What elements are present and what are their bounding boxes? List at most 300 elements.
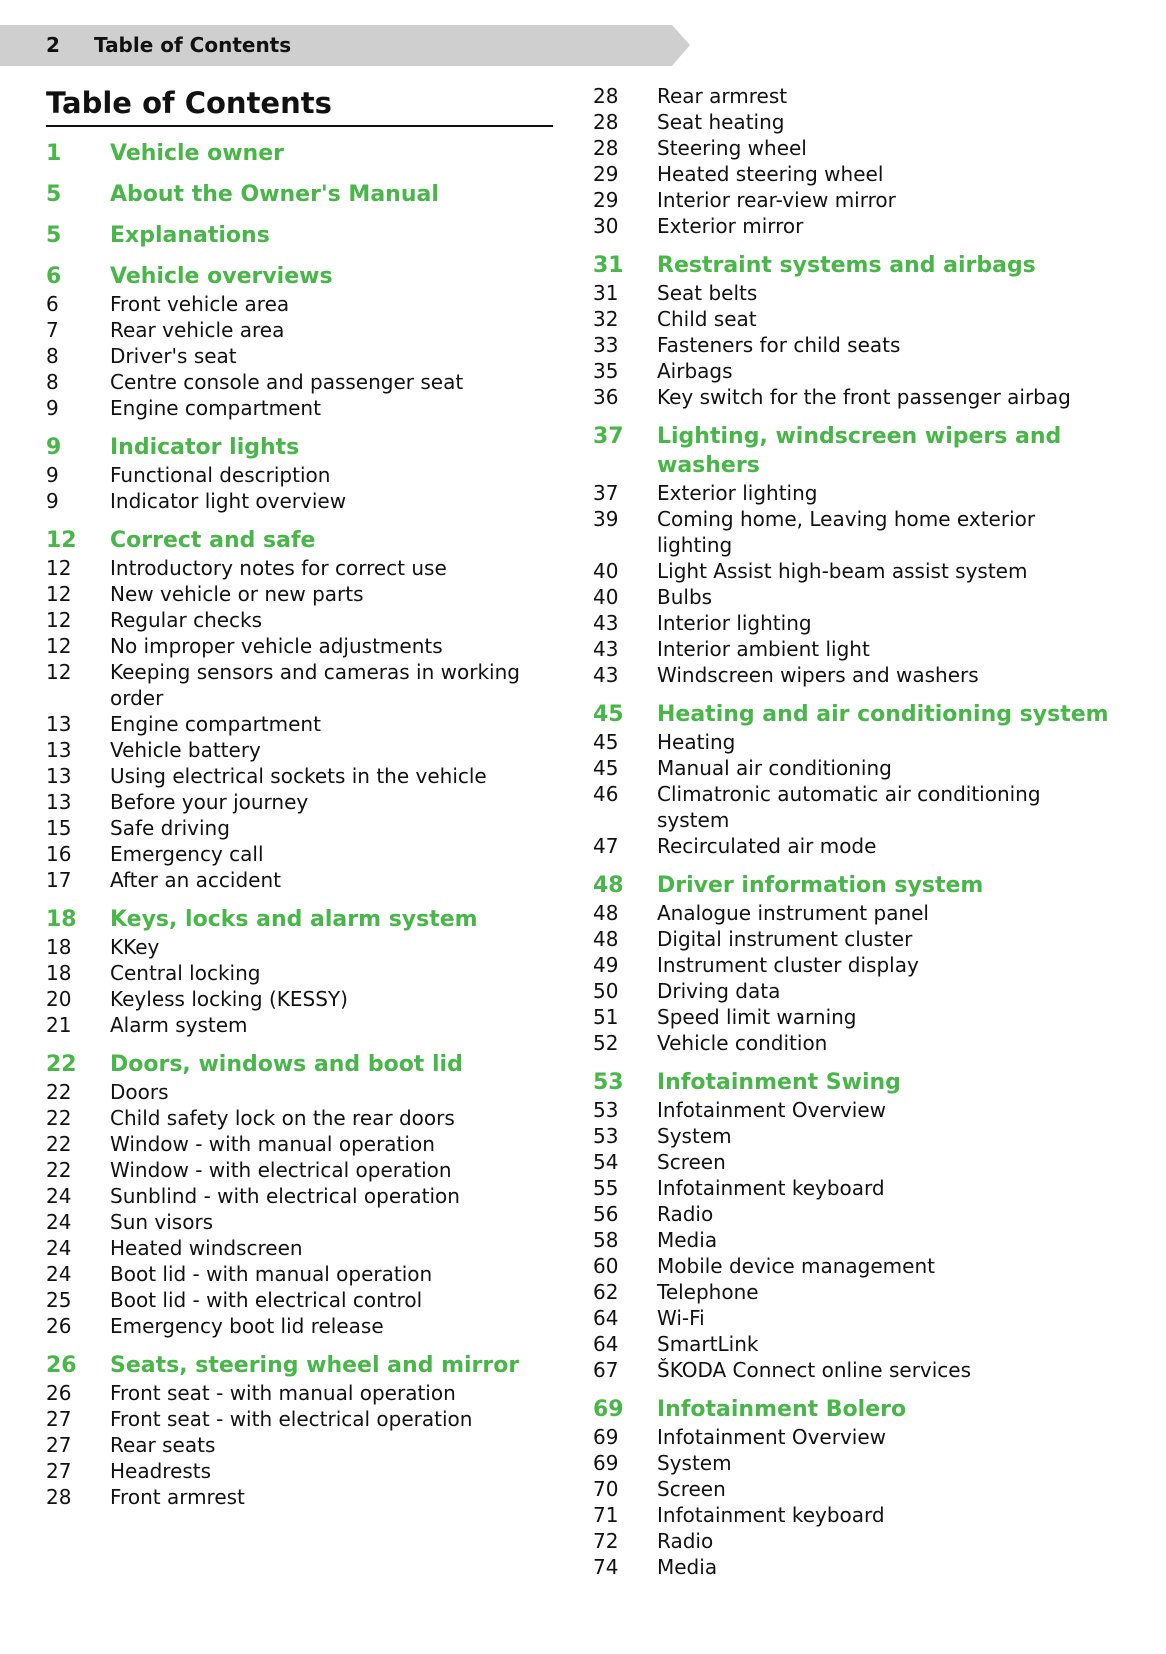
section-page-number: 5	[46, 223, 62, 248]
toc-entry[interactable]	[593, 1279, 1113, 1305]
toc-section	[46, 221, 566, 250]
toc-entry[interactable]	[46, 1131, 566, 1157]
toc-entry[interactable]	[46, 711, 566, 737]
entry-title: Emergency boot lid release	[110, 1314, 384, 1338]
entry-title: Recirculated air mode	[657, 834, 877, 858]
toc-entry[interactable]	[46, 986, 566, 1012]
toc-entry[interactable]	[46, 1183, 566, 1209]
entry-title: Analogue instrument panel	[657, 901, 929, 925]
entry-page-number: 27	[46, 1459, 72, 1483]
entry-page-number: 53	[593, 1098, 619, 1122]
toc-entry[interactable]	[46, 607, 566, 633]
section-title: Driver information system	[657, 873, 984, 898]
toc-entry[interactable]	[593, 1227, 1113, 1253]
entry-page-number: 45	[593, 730, 619, 754]
toc-entry[interactable]	[46, 633, 566, 659]
entry-page-number: 22	[46, 1106, 72, 1130]
toc-entry[interactable]	[46, 395, 566, 421]
running-header-title: Table of Contents	[94, 33, 292, 57]
toc-entry[interactable]	[46, 763, 566, 789]
toc-entry[interactable]	[593, 952, 1113, 978]
entry-page-number: 18	[46, 961, 72, 985]
entry-page-number: 69	[593, 1425, 619, 1449]
entry-title: Emergency call	[110, 842, 264, 866]
entry-title: Functional description	[110, 463, 331, 487]
entry-page-number: 22	[46, 1158, 72, 1182]
entry-title: Steering wheel	[657, 136, 807, 160]
toc-entry[interactable]	[46, 1287, 566, 1313]
toc-entry[interactable]	[46, 462, 566, 488]
toc-section	[46, 526, 566, 893]
toc-section	[46, 905, 566, 1038]
toc-entry[interactable]	[593, 1450, 1113, 1476]
entry-page-number: 60	[593, 1254, 619, 1278]
entry-page-number: 45	[593, 756, 619, 780]
toc-left-column	[46, 139, 566, 1522]
toc-entry[interactable]	[593, 83, 1113, 109]
toc-entry[interactable]	[593, 109, 1113, 135]
toc-section-heading[interactable]	[46, 221, 566, 250]
entry-title: Safe driving	[110, 816, 230, 840]
section-page-number: 69	[593, 1397, 624, 1422]
entry-title: Infotainment keyboard	[657, 1503, 885, 1527]
toc-section-heading[interactable]	[46, 180, 566, 209]
toc-entry[interactable]	[593, 213, 1113, 239]
section-page-number: 6	[46, 264, 62, 289]
toc-entry[interactable]	[46, 1313, 566, 1339]
entry-page-number: 43	[593, 637, 619, 661]
section-title: Vehicle overviews	[110, 264, 333, 289]
toc-section-heading[interactable]	[46, 1351, 566, 1380]
toc-entry[interactable]	[593, 358, 1113, 384]
entry-page-number: 9	[46, 489, 59, 513]
entry-title: System	[657, 1124, 732, 1148]
toc-entry[interactable]	[593, 1305, 1113, 1331]
section-title: Infotainment Bolero	[657, 1397, 907, 1422]
section-page-number: 45	[593, 702, 624, 727]
section-title: Lighting, windscreen wipers and washers	[657, 424, 1062, 478]
toc-entry[interactable]	[46, 343, 566, 369]
toc-entry[interactable]	[593, 584, 1113, 610]
entry-title: Keyless locking (KESSY)	[110, 987, 348, 1011]
toc-entry[interactable]	[46, 1012, 566, 1038]
entry-title: Key switch for the front passenger airbag	[657, 385, 1071, 409]
toc-entry[interactable]	[593, 161, 1113, 187]
entry-title: Infotainment keyboard	[657, 1176, 885, 1200]
entry-title: Infotainment Overview	[657, 1425, 887, 1449]
section-page-number: 12	[46, 528, 77, 553]
section-page-number: 22	[46, 1052, 77, 1077]
entry-page-number: 48	[593, 901, 619, 925]
toc-entry[interactable]	[46, 1261, 566, 1287]
toc-entry[interactable]	[46, 555, 566, 581]
toc-section-heading[interactable]	[593, 700, 1113, 729]
toc-entry[interactable]	[593, 1331, 1113, 1357]
toc-entry[interactable]	[46, 581, 566, 607]
toc-entry[interactable]	[46, 934, 566, 960]
entry-title: No improper vehicle adjustments	[110, 634, 443, 658]
entry-title: Window - with electrical operation	[110, 1158, 452, 1182]
toc-section	[46, 433, 566, 514]
entry-page-number: 13	[46, 790, 72, 814]
toc-section	[593, 251, 1113, 410]
toc-entry[interactable]	[46, 1157, 566, 1183]
entry-page-number: 52	[593, 1031, 619, 1055]
entry-page-number: 40	[593, 559, 619, 583]
entry-page-number: 22	[46, 1132, 72, 1156]
entry-page-number: 55	[593, 1176, 619, 1200]
entry-title: System	[657, 1451, 732, 1475]
entry-title: Screen	[657, 1477, 726, 1501]
toc-entry[interactable]	[593, 306, 1113, 332]
toc-entry[interactable]	[593, 833, 1113, 859]
entry-page-number: 56	[593, 1202, 619, 1226]
entry-title: Bulbs	[657, 585, 713, 609]
entry-title: Instrument cluster display	[657, 953, 919, 977]
toc-entry[interactable]	[46, 737, 566, 763]
toc-section-heading[interactable]	[593, 871, 1113, 900]
entry-page-number: 29	[593, 162, 619, 186]
entry-page-number: 12	[46, 608, 72, 632]
toc-entry[interactable]	[46, 841, 566, 867]
entry-title: Airbags	[657, 359, 733, 383]
toc-entry[interactable]	[46, 1105, 566, 1131]
entry-page-number: 29	[593, 188, 619, 212]
section-page-number: 37	[593, 424, 624, 449]
section-title: Heating and air conditioning system	[657, 702, 1109, 727]
toc-entry[interactable]	[593, 332, 1113, 358]
toc-entry[interactable]	[46, 488, 566, 514]
entry-title: Wi-Fi	[657, 1306, 705, 1330]
entry-page-number: 71	[593, 1503, 619, 1527]
entry-title: New vehicle or new parts	[110, 582, 364, 606]
entry-title: Interior rear-view mirror	[657, 188, 896, 212]
entry-page-number: 74	[593, 1555, 619, 1579]
entry-title: Seat heating	[657, 110, 785, 134]
toc-section	[593, 1395, 1113, 1580]
toc-entry[interactable]	[593, 636, 1113, 662]
toc-entry[interactable]	[593, 1253, 1113, 1279]
toc-entry[interactable]	[593, 1004, 1113, 1030]
entry-title: Exterior lighting	[657, 481, 818, 505]
entry-page-number: 26	[46, 1381, 72, 1405]
section-title: Correct and safe	[110, 528, 316, 553]
entry-page-number: 30	[593, 214, 619, 238]
entry-title: Seat belts	[657, 281, 758, 305]
entry-page-number: 24	[46, 1236, 72, 1260]
entry-title: Digital instrument cluster	[657, 927, 913, 951]
entry-title: Radio	[657, 1529, 714, 1553]
entry-page-number: 35	[593, 359, 619, 383]
toc-entry[interactable]	[46, 1484, 566, 1510]
toc-section	[593, 422, 1113, 688]
toc-entry[interactable]	[593, 610, 1113, 636]
section-page-number: 1	[46, 141, 62, 166]
toc-section	[46, 1351, 566, 1510]
entry-title: Windscreen wipers and washers	[657, 663, 979, 687]
entry-page-number: 22	[46, 1080, 72, 1104]
toc-entry[interactable]	[46, 1432, 566, 1458]
toc-entry[interactable]	[593, 781, 1113, 833]
entry-page-number: 64	[593, 1306, 619, 1330]
entry-page-number: 51	[593, 1005, 619, 1029]
toc-entry[interactable]	[593, 135, 1113, 161]
entry-page-number: 70	[593, 1477, 619, 1501]
toc-section	[593, 83, 1113, 239]
toc-entry[interactable]	[593, 1175, 1113, 1201]
entry-title: Front vehicle area	[110, 292, 290, 316]
entry-title: Boot lid - with electrical control	[110, 1288, 423, 1312]
toc-entry[interactable]	[46, 789, 566, 815]
toc-section-heading[interactable]	[593, 1068, 1113, 1097]
toc-entry[interactable]	[593, 480, 1113, 506]
entry-page-number: 67	[593, 1358, 619, 1382]
entry-title: Speed limit warning	[657, 1005, 857, 1029]
toc-entry[interactable]	[593, 1424, 1113, 1450]
toc-section-heading[interactable]	[593, 422, 1113, 480]
entry-title: Front seat - with manual operation	[110, 1381, 456, 1405]
toc-entry[interactable]	[593, 1554, 1113, 1580]
entry-page-number: 43	[593, 611, 619, 635]
entry-page-number: 36	[593, 385, 619, 409]
toc-entry[interactable]	[593, 1476, 1113, 1502]
entry-page-number: 21	[46, 1013, 72, 1037]
entry-title: KKey	[110, 935, 160, 959]
section-title: About the Owner's Manual	[110, 182, 439, 207]
entry-title: Heated steering wheel	[657, 162, 884, 186]
toc-entry[interactable]	[593, 900, 1113, 926]
entry-title: Interior ambient light	[657, 637, 870, 661]
entry-title: Telephone	[657, 1280, 759, 1304]
entry-page-number: 46	[593, 782, 619, 806]
entry-title: Doors	[110, 1080, 169, 1104]
toc-entry[interactable]	[46, 1209, 566, 1235]
entry-page-number: 28	[593, 110, 619, 134]
entry-title: Climatronic automatic air conditioning system	[657, 782, 1041, 832]
entry-page-number: 28	[46, 1485, 72, 1509]
entry-title: After an accident	[110, 868, 281, 892]
entry-title: Coming home, Leaving home exterior lighting	[657, 507, 1036, 557]
entry-title: Media	[657, 1228, 718, 1252]
entry-page-number: 64	[593, 1332, 619, 1356]
toc-entry[interactable]	[593, 662, 1113, 688]
entry-title: Heated windscreen	[110, 1236, 303, 1260]
entry-page-number: 13	[46, 738, 72, 762]
entry-title: Driver's seat	[110, 344, 237, 368]
entry-title: Screen	[657, 1150, 726, 1174]
toc-entry[interactable]	[593, 1097, 1113, 1123]
entry-page-number: 72	[593, 1529, 619, 1553]
section-title: Doors, windows and boot lid	[110, 1052, 463, 1077]
toc-entry[interactable]	[593, 729, 1113, 755]
entry-title: Keeping sensors and cameras in working order	[110, 660, 520, 710]
entry-page-number: 17	[46, 868, 72, 892]
toc-entry[interactable]	[593, 1201, 1113, 1227]
toc-section-heading[interactable]	[46, 526, 566, 555]
entry-page-number: 54	[593, 1150, 619, 1174]
entry-title: Headrests	[110, 1459, 212, 1483]
toc-entry[interactable]	[46, 369, 566, 395]
toc-section-heading[interactable]	[46, 905, 566, 934]
toc-entry[interactable]	[46, 659, 566, 711]
toc-entry[interactable]	[46, 1380, 566, 1406]
entry-title: Front seat - with electrical operation	[110, 1407, 473, 1431]
toc-entry[interactable]	[46, 1235, 566, 1261]
toc-entry[interactable]	[593, 187, 1113, 213]
toc-entry[interactable]	[46, 960, 566, 986]
entry-page-number: 6	[46, 292, 59, 316]
entry-title: Exterior mirror	[657, 214, 804, 238]
entry-page-number: 13	[46, 764, 72, 788]
entry-page-number: 40	[593, 585, 619, 609]
entry-title: Rear seats	[110, 1433, 216, 1457]
entry-page-number: 69	[593, 1451, 619, 1475]
entry-page-number: 12	[46, 634, 72, 658]
entry-title: Light Assist high-beam assist system	[657, 559, 1028, 583]
toc-section	[593, 1068, 1113, 1383]
entry-title: Rear vehicle area	[110, 318, 285, 342]
entry-page-number: 28	[593, 84, 619, 108]
toc-entry[interactable]	[46, 867, 566, 893]
entry-title: Child safety lock on the rear doors	[110, 1106, 455, 1130]
entry-title: Driving data	[657, 979, 781, 1003]
entry-title: Boot lid - with manual operation	[110, 1262, 433, 1286]
toc-section-heading[interactable]	[46, 1050, 566, 1079]
entry-title: Heating	[657, 730, 736, 754]
section-title: Indicator lights	[110, 435, 300, 460]
entry-title: Radio	[657, 1202, 714, 1226]
entry-page-number: 27	[46, 1433, 72, 1457]
entry-page-number: 9	[46, 396, 59, 420]
entry-page-number: 12	[46, 582, 72, 606]
entry-title: Alarm system	[110, 1013, 248, 1037]
entry-page-number: 37	[593, 481, 619, 505]
toc-entry[interactable]	[593, 1502, 1113, 1528]
entry-title: SmartLink	[657, 1332, 759, 1356]
entry-title: Front armrest	[110, 1485, 245, 1509]
section-page-number: 53	[593, 1070, 624, 1095]
entry-title: Fasteners for child seats	[657, 333, 901, 357]
entry-title: Vehicle condition	[657, 1031, 828, 1055]
toc-section	[46, 139, 566, 168]
entry-title: Mobile device management	[657, 1254, 935, 1278]
entry-page-number: 24	[46, 1262, 72, 1286]
toc-section-heading[interactable]	[46, 139, 566, 168]
toc-entry[interactable]	[593, 280, 1113, 306]
section-page-number: 5	[46, 182, 62, 207]
entry-page-number: 18	[46, 935, 72, 959]
entry-page-number: 12	[46, 660, 72, 684]
entry-page-number: 7	[46, 318, 59, 342]
entry-title: Media	[657, 1555, 718, 1579]
section-title: Vehicle owner	[110, 141, 284, 166]
toc-section	[46, 180, 566, 209]
section-title: Explanations	[110, 223, 270, 248]
entry-page-number: 24	[46, 1210, 72, 1234]
toc-entry[interactable]	[593, 558, 1113, 584]
entry-title: Centre console and passenger seat	[110, 370, 464, 394]
entry-page-number: 15	[46, 816, 72, 840]
section-title: Infotainment Swing	[657, 1070, 901, 1095]
section-title: Restraint systems and airbags	[657, 253, 1036, 278]
section-page-number: 26	[46, 1353, 77, 1378]
page-number: 2	[46, 33, 60, 57]
toc-entry[interactable]	[593, 978, 1113, 1004]
entry-page-number: 9	[46, 463, 59, 487]
toc-entry[interactable]	[593, 1123, 1113, 1149]
toc-section	[46, 1050, 566, 1339]
toc-entry[interactable]	[593, 384, 1113, 410]
toc-entry[interactable]	[46, 1079, 566, 1105]
toc-entry[interactable]	[46, 1458, 566, 1484]
entry-title: Manual air conditioning	[657, 756, 892, 780]
entry-page-number: 49	[593, 953, 619, 977]
entry-page-number: 28	[593, 136, 619, 160]
entry-title: Using electrical sockets in the vehicle	[110, 764, 487, 788]
entry-page-number: 16	[46, 842, 72, 866]
entry-page-number: 48	[593, 927, 619, 951]
entry-title: Rear armrest	[657, 84, 788, 108]
toc-entry[interactable]	[593, 506, 1113, 558]
toc-entry[interactable]	[593, 1149, 1113, 1175]
toc-entry[interactable]	[46, 291, 566, 317]
entry-page-number: 50	[593, 979, 619, 1003]
entry-page-number: 20	[46, 987, 72, 1011]
toc-entry[interactable]	[46, 1406, 566, 1432]
entry-title: Before your journey	[110, 790, 309, 814]
entry-title: Regular checks	[110, 608, 263, 632]
entry-page-number: 8	[46, 370, 59, 394]
section-page-number: 18	[46, 907, 77, 932]
entry-page-number: 58	[593, 1228, 619, 1252]
toc-section	[593, 871, 1113, 1056]
toc-entry[interactable]	[46, 317, 566, 343]
entry-page-number: 13	[46, 712, 72, 736]
entry-title: Sun visors	[110, 1210, 214, 1234]
entry-title: Child seat	[657, 307, 757, 331]
entry-page-number: 32	[593, 307, 619, 331]
entry-page-number: 53	[593, 1124, 619, 1148]
entry-title: Introductory notes for correct use	[110, 556, 447, 580]
toc-section-heading[interactable]	[593, 251, 1113, 280]
entry-page-number: 43	[593, 663, 619, 687]
entry-page-number: 12	[46, 556, 72, 580]
toc-entry[interactable]	[46, 815, 566, 841]
entry-page-number: 33	[593, 333, 619, 357]
toc-section-heading[interactable]	[46, 262, 566, 291]
entry-title: Infotainment Overview	[657, 1098, 887, 1122]
toc-entry[interactable]	[593, 1030, 1113, 1056]
section-title: Keys, locks and alarm system	[110, 907, 478, 932]
entry-title: ŠKODA Connect online services	[657, 1358, 972, 1382]
toc-entry[interactable]	[593, 755, 1113, 781]
entry-title: Window - with manual operation	[110, 1132, 435, 1156]
toc-section	[46, 262, 566, 421]
toc-section-heading[interactable]	[593, 1395, 1113, 1424]
toc-entry[interactable]	[593, 926, 1113, 952]
entry-page-number: 31	[593, 281, 619, 305]
toc-entry[interactable]	[593, 1357, 1113, 1383]
entry-page-number: 62	[593, 1280, 619, 1304]
section-page-number: 31	[593, 253, 624, 278]
section-title: Seats, steering wheel and mirror	[110, 1353, 520, 1378]
entry-title: Interior lighting	[657, 611, 812, 635]
toc-entry[interactable]	[593, 1528, 1113, 1554]
entry-page-number: 47	[593, 834, 619, 858]
toc-right-column	[593, 83, 1113, 1592]
toc-section-heading[interactable]	[46, 433, 566, 462]
toc-heading: Table of Contents	[46, 86, 553, 127]
